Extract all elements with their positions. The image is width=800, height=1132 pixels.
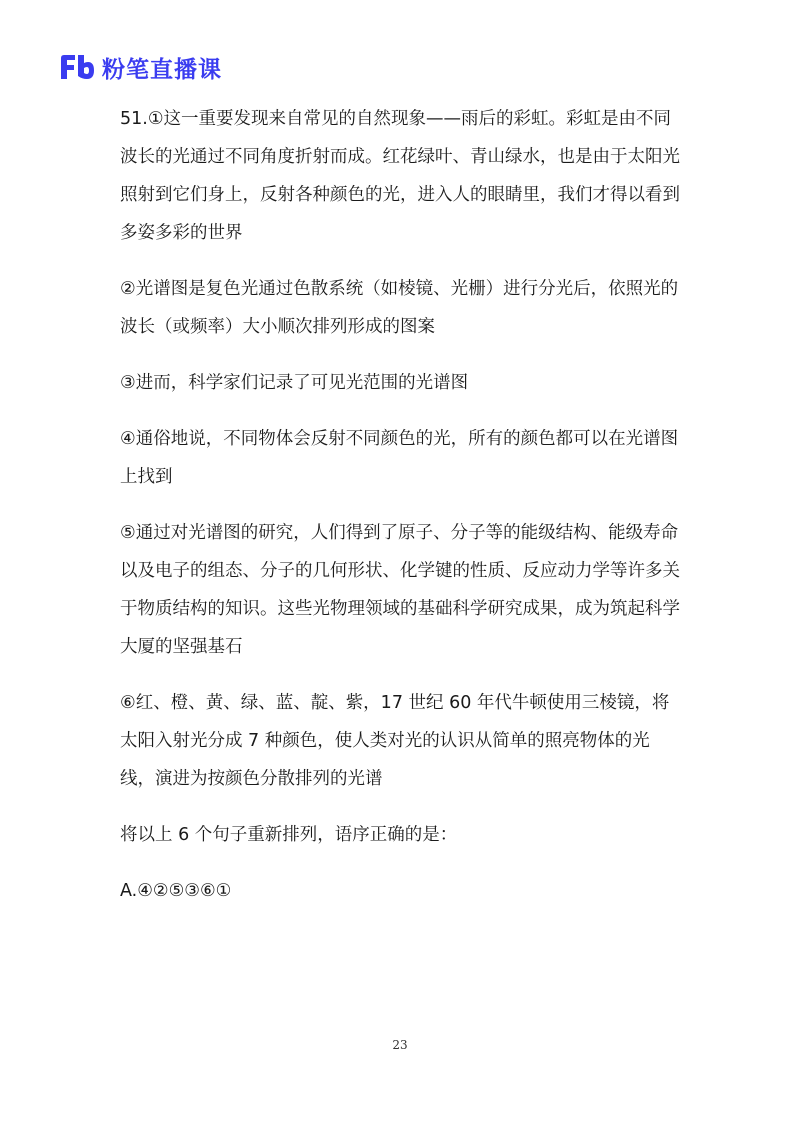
question-number: 51. [120, 109, 148, 129]
brand-name: 粉笔直播课 [102, 56, 222, 83]
question-prompt: 将以上 6 个句子重新排列，语序正确的是： [120, 825, 458, 845]
sentence-1: 51.①这一重要发现来自常见的自然现象——雨后的彩虹。彩虹是由不同波长的光通过不同角度折射而成。红花绿叶、青山绿水，也是由于太阳光照射到它们身上，反射各种颜色的光，进入人的眼睛里，我们才得以看到多姿多彩的世界 [120, 109, 680, 243]
sentence-4: ④通俗地说，不同物体会反射不同颜色的光，所有的颜色都可以在光谱图上找到 [120, 429, 679, 487]
sentence-5: ⑤通过对光谱图的研究，人们得到了原子、分子等的能级结构、能级寿命以及电子的组态、分子的几何形状、化学键的性质、反应动力学等许多关于物质结构的知识。这些光物理领域的基础科学研究成果，成为筑起科学大厦的坚强基石 [120, 523, 680, 657]
sentence-2: ②光谱图是复色光通过色散系统（如棱镜、光栅）进行分光后，依照光的波长（或频率）大小顺次排列形成的图案 [120, 279, 679, 337]
option-a[interactable]: A.④②⑤③⑥① [120, 881, 232, 901]
brand-logo [58, 50, 222, 84]
sentence-6: ⑥红、橙、黄、绿、蓝、靛、紫，17 世纪 60 年代牛顿使用三棱镜，将太阳入射光分成 7 种颜色，使人类对光的认识从简单的照亮物体的光线，演进为按颜色分散排列的光谱 [120, 693, 670, 789]
fenbi-fb-logo-icon [58, 52, 96, 82]
question-content [120, 100, 680, 928]
page-number: 23 [392, 1038, 408, 1052]
sentence-3: ③进而，科学家们记录了可见光范围的光谱图 [120, 373, 469, 393]
